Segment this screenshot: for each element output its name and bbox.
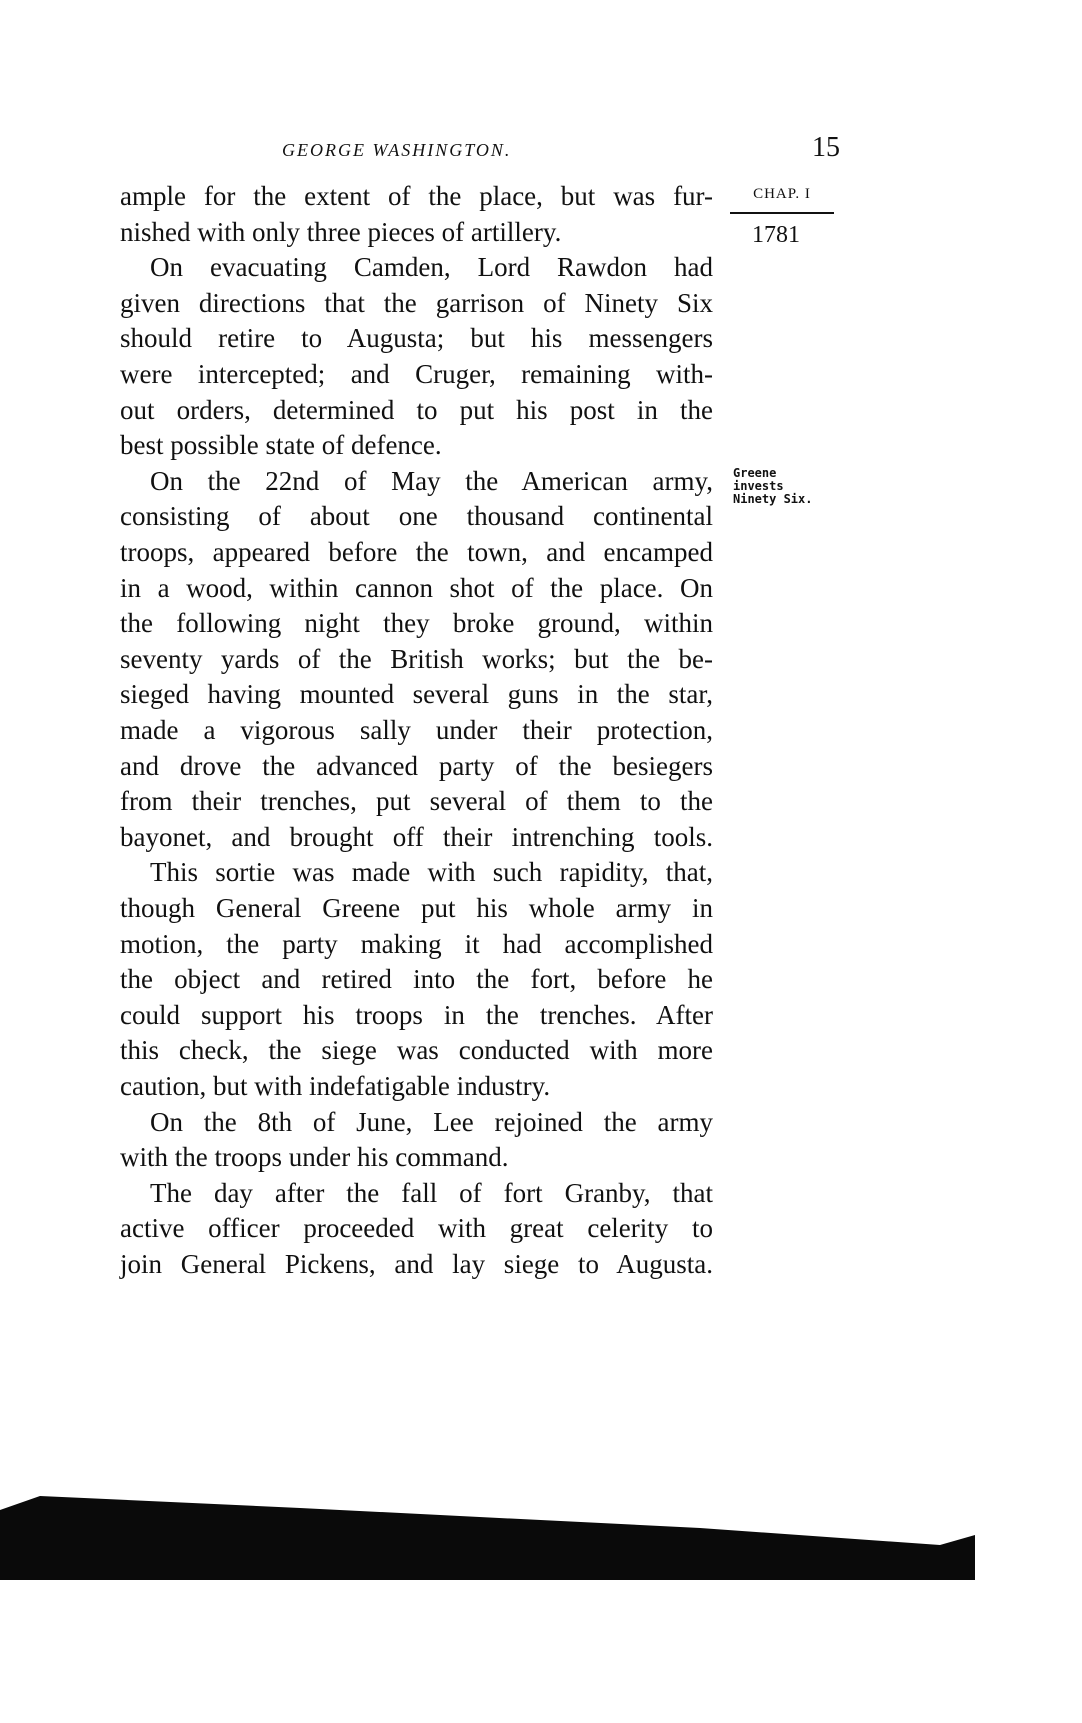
text-line: On the 22nd of May the American army, [150,465,713,496]
text-line: On evacuating Camden, Lord Rawdon had [150,252,713,283]
margin-year: 1781 [752,222,800,248]
text-line: motion, the party making it had accomplished [120,928,713,959]
text-line: the following night they broke ground, within [120,608,713,639]
page-number: 15 [812,132,840,163]
text-line: with the troops under his command. [120,1142,509,1173]
text-line: could support his troops in the trenches. After [120,999,713,1030]
text-line: this check, the siege was conducted with more [120,1035,713,1066]
running-title: GEORGE WASHINGTON. [282,140,512,160]
text-line: though General Greene put his whole army in [120,893,713,923]
text-line: should retire to Augusta; but his messengers [120,323,713,354]
text-line: On the 8th of June, Lee rejoined the army [150,1106,713,1137]
text-line: caution, but with indefatigable industry. [120,1071,551,1101]
text-line: This sortie was made with such rapidity, that, [150,857,713,888]
text-line: consisting of about one thousand continental [120,501,713,532]
sidenote-line: Greene [733,466,777,480]
text-line: sieged having mounted several guns in the star, [120,679,713,710]
text-line: made a vigorous sally under their protection, [120,715,713,745]
text-line: join General Pickens, and lay siege to Augusta. [120,1249,713,1279]
text-line: and drove the advanced party of the besiegers [120,750,713,781]
text-line: seventy yards of the British works; but the be- [120,643,713,674]
text-line: from their trenches, put several of them to the [120,786,713,817]
text-line: were intercepted; and Cruger, remaining with- [120,359,713,389]
sidenote-line: Ninety Six. [733,492,813,506]
text-line: out orders, determined to put his post in the [120,394,713,425]
sidenote-line: invests [733,479,784,493]
text-line: bayonet, and brought off their intrenching tools. [120,821,713,852]
text-line: troops, appeared before the town, and encamped [120,537,713,567]
text-line: the object and retired into the fort, before he [120,964,713,995]
text-line: active officer proceeded with great celerity to [120,1213,713,1244]
text-line: nished with only three pieces of artillery. [120,216,562,247]
text-line: The day after the fall of fort Granby, that [150,1177,713,1208]
text-line: ample for the extent of the place, but was fur- [120,181,713,211]
chapter-label: CHAP. I [753,186,811,202]
text-line: in a wood, within cannon shot of the place. On [120,572,713,603]
text-line: given directions that the garrison of Ninety Six [120,287,713,318]
text-line: best possible state of defence. [120,430,442,461]
